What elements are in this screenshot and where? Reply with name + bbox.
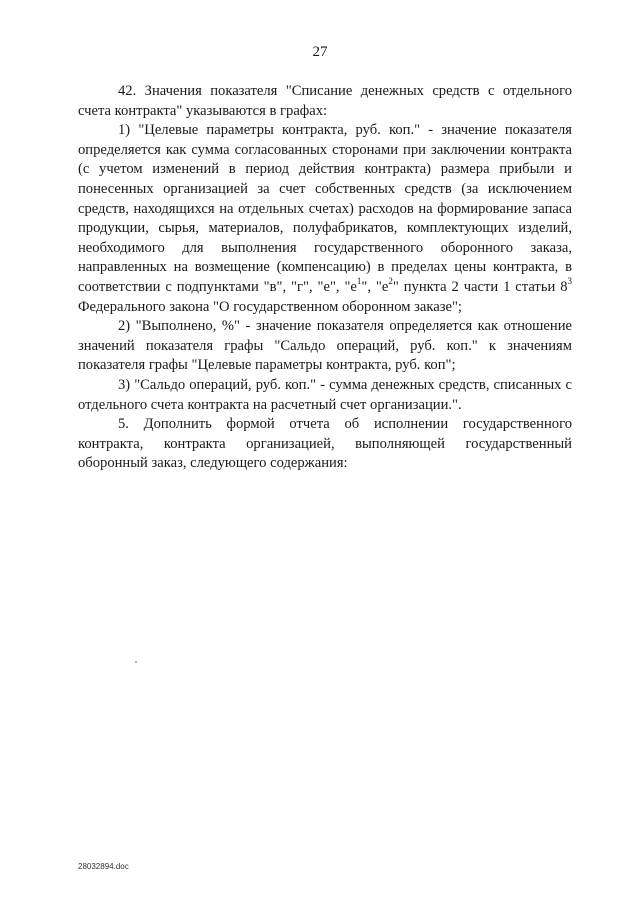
paragraph-item-3: 3) "Сальдо операций, руб. коп." - сумма денежных средств, списанных с отдельного счета контракта на расчетный счет организации.". — [78, 376, 572, 413]
superscript-3: 3 — [567, 276, 572, 287]
item-1-text-part-3: " пункта 2 части 1 статьи 8 — [392, 278, 568, 295]
scan-speck — [135, 661, 137, 663]
superscript-2: 2 — [388, 276, 393, 287]
item-1-text-part-1: 1) "Целевые параметры контракта, руб. коп." - значение показателя определяется как сумма согласованных сторонами при заключении контракта (с учетом изменений в период действия контракта) размера прибыли и понесенных организацией за счет собственных средств (за исключением средств, находящихся на отдельных счетах) расходов на формирование запаса продукции, сырья, материалов, полуфабрикатов, комплектующих изделий, необходимого для выполнения государственного оборонного заказа, направленных на возмещение (компенсацию) в пределах цены контракта, в соответствии с подпунктами "в", "г", "е", "е — [78, 122, 572, 295]
item-1-text-part-4: Федерального закона "О государственном оборонном заказе"; — [78, 298, 462, 315]
item-1-text-part-2: ", "е — [361, 278, 389, 295]
document-body — [78, 82, 572, 474]
paragraph-item-2: 2) "Выполнено, %" - значение показателя определяется как отношение значений показателя графы "Сальдо операций, руб. коп." к значениям показателя графы "Целевые параметры контракта, руб. коп"; — [78, 318, 572, 374]
paragraph-item-1 — [78, 121, 572, 317]
footer-filename: 28032894.doc — [78, 862, 129, 871]
paragraph-42: 42. Значения показателя "Списание денежных средств с отдельного счета контракта" указываются в графах: — [78, 83, 572, 119]
superscript-1: 1 — [356, 276, 362, 287]
paragraph-5: 5. Дополнить формой отчета об исполнении государственного контракта, контракта организацией, выполняющей государственный оборонный заказ, следующего содержания: — [78, 416, 572, 472]
page-number: 27 — [312, 44, 328, 60]
